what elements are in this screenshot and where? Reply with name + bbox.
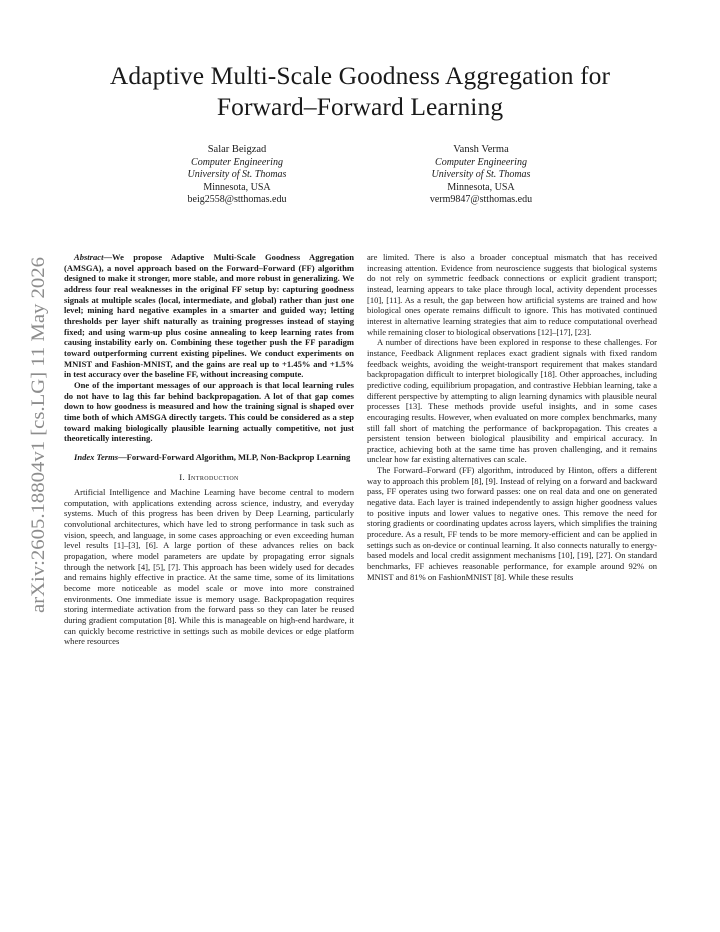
author-name: Salar Beigzad: [207, 144, 267, 155]
author-block-2: [371, 144, 591, 207]
index-terms-text: —Forward-Forward Algorithm, MLP, Non-Backprop Learning: [118, 451, 351, 462]
abstract-paragraph-2: One of the important messages of our approach is that local learning rules do not have to lag this far behind backpropagation. A lot of that gap comes down to how goodness is measured and how the training signal is shaped over time both of which AMSGA directly targets. This could be considered as a step toward making biologically plausible learning actually competitive, not just theoretically interesting.: [64, 379, 354, 444]
abstract-paragraph: [64, 252, 354, 380]
left-column: [64, 252, 354, 647]
author-university: University of St. Thomas: [431, 169, 531, 180]
introduction-paragraph-1: Artificial Intelligence and Machine Learning have become central to modern computation, with applications extending across science, industry, and everyday systems. Much of this progress has been driven by Deep Learning, particularly convolutional architectures, which have led to strong performance in task such as vision, speech, and language, in some cases approaching or even exceeding human level results [1]–[3], [6]. A large portion of these advances relies on back propagation, where model parameters are update by propagating error signals through the network [4], [5], [7]. This approach has been widely used for decades and remains highly effective in practice. At the same time, some of its limitations become more noticeable as model scale or move into more constrained environments. One immediate issue is memory usage. Backpropagation requires storing intermediate activation from the forward pass so they can later be reused during gradient computation [8]. While this is manageable on high-end hardware, it can quickly become restrictive in settings such as mobile devices or edge platform where resources: [64, 487, 354, 647]
index-terms: [64, 452, 354, 463]
section-heading-introduction: I. Introduction: [179, 472, 239, 483]
abstract-label: Abstract—: [74, 252, 112, 262]
right-column: [367, 252, 657, 582]
author-location: Minnesota, USA: [447, 181, 515, 193]
author-block-1: [127, 144, 347, 207]
author-location: Minnesota, USA: [203, 181, 271, 193]
author-department: Computer Engineering: [191, 156, 283, 168]
author-email[interactable]: verm9847@stthomas.edu: [429, 194, 533, 205]
introduction-paragraph-2: A number of directions have been explored in response to these challenges. For instance, Feedback Alignment replaces exact gradient signals with fixed random feedback weights, avoiding the weight-transport requirement that makes standard backpropagation difficult to interpret biologically [18]. Other approaches, including predictive coding, equilibrium propagation, and contrastive Hebbian learning, take a different perspective by attempting to align learning dynamics with plausible neural processes [13]. These methods provide useful insights, and in some cases encouraging results. However, when evaluated on more complex benchmarks, many still fall short of matching the performance of backpropagation. This creates a persistent tension between biological plausibility and empirical accuracy. In practice, achieving both at the same time has proven challenging, and it remains unclear how far existing alternatives can scale.: [367, 337, 657, 465]
introduction-paragraph-3: The Forward–Forward (FF) algorithm, introduced by Hinton, offers a different way to approach this problem [8], [9]. Instead of relying on a forward and backward pass, FF operates using two forward passes: one on real data and one on generated negative data. Each layer is trained independently to assign higher goodness values to positive inputs and lower values to negative ones. This remove the need for storing gradients or coordinating updates across layers, which simplifies the training procedure. As a result, FF tends to be more memory-efficient and can be applied in settings such as on-device or continual learning. It also connects naturally to energy-based models and local credit assignment mechanisms [10], [19], [27]. On standard benchmarks, FF achieves reasonable performance, for example around 92% on MNIST and 81% on FashionMNIST [8]. While these results: [367, 465, 657, 582]
author-department: Computer Engineering: [435, 156, 527, 168]
introduction-paragraph-1-continued: are limited. There is also a broader conceptual mismatch that has received increasing attention. Evidence from neuroscience suggests that biological systems do not rely on symmetric feedback connections or explicit gradient transport; instead, learning appears to take place through local, activity dependent processes [10], [11]. As a result, the gap between how artificial systems are trained and how biological ones operate remains difficult to ignore. This has motivated continued interest in alternative learning strategies that aim to reduce computational overhead while remaining closer to biological observations [12]–[17], [23].: [367, 252, 657, 337]
author-name: Vansh Verma: [453, 144, 509, 155]
author-university: University of St. Thomas: [187, 169, 287, 180]
paper-title-line-2: Forward–Forward Learning: [216, 92, 504, 121]
abstract-text: We propose Adaptive Multi-Scale Goodness Aggregation (AMSGA), a novel approach based on the Forward–Forward (FF) algorithm designed to make it stronger, more stable, and more robust in generalizing. We address four real weaknesses in the original FF setup by: capturing goodness signals at multiple scales (local, intermediate, and global) rather than just one level; mining hard negative examples in a smarter and guided way; letting thresholds per layer shift naturally as training progresses instead of staying fixed; and using warm-up plus cosine annealing to keep learning rates from causing instability early on. Combining these together push the FF paradigm toward outperforming current existing pipelines. We conduct experiments on MNIST and Fashion-MNIST, and the gains are real up to +1.45% and +1.5% in test accuracy over the baseline FF, without increasing compute.: [64, 252, 354, 380]
author-email[interactable]: beig2558@stthomas.edu: [187, 194, 287, 205]
paper-title-line-1: Adaptive Multi-Scale Goodness Aggregation for: [109, 61, 611, 90]
index-terms-label: Index Terms: [74, 451, 119, 462]
arxiv-identifier-stamp[interactable]: [18, 255, 54, 615]
paper-title: [60, 60, 660, 122]
arxiv-identifier-text: arXiv:2605.18804v1 [cs.LG] 11 May 2026: [29, 295, 49, 613]
